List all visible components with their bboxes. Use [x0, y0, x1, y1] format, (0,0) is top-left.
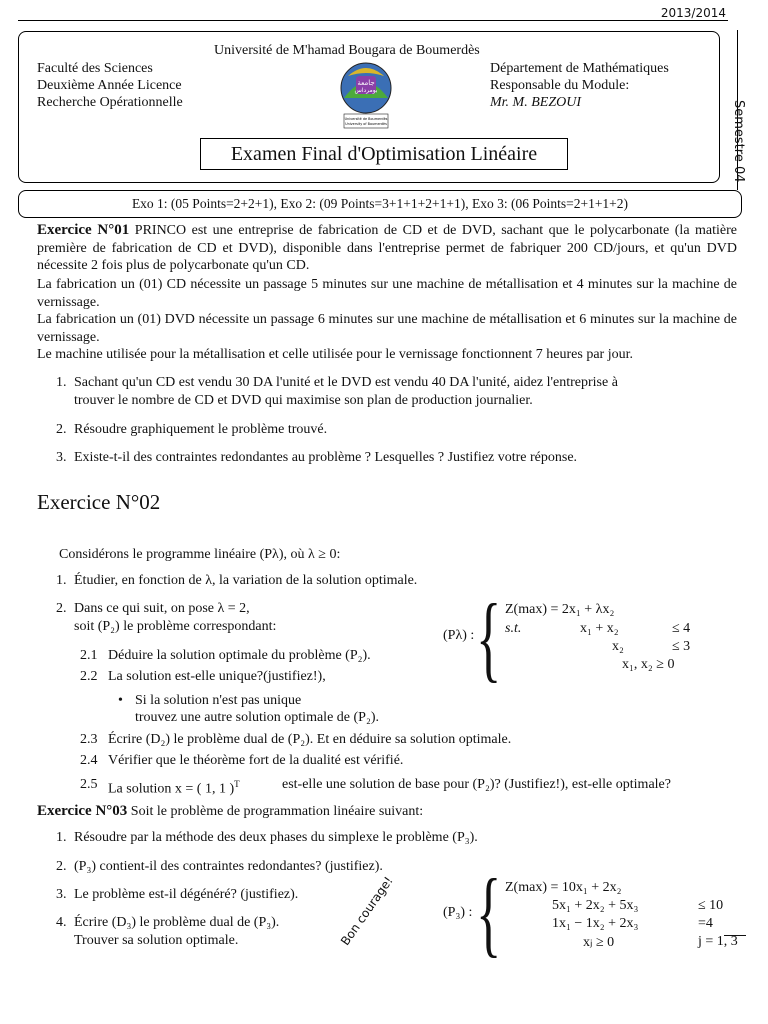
ex3-question-2: (P₃) contient-il des contraintes redondantes? (justifiez).: [74, 859, 383, 874]
ex2-question-1: Étudier, en fonction de λ, la variation de la solution optimale.: [74, 573, 418, 588]
brace-icon: {: [476, 584, 502, 691]
ex1-question-2: Résoudre graphiquement le problème trouvé.: [74, 422, 328, 437]
ex1-heading: Exercice N°01: [37, 222, 130, 238]
ex2-question-2: Dans ce qui suit, on pose λ = 2,: [74, 601, 250, 616]
ex2-num-2-2: 2.2: [80, 669, 98, 684]
university-logo: [334, 58, 398, 130]
ex3-question-3: Le problème est-il dégénéré? (justifiez).: [74, 887, 299, 902]
p3-c2-rhs: =4: [698, 916, 713, 931]
top-rule: [18, 20, 728, 21]
p-lambda-label: (Pλ) :: [443, 628, 475, 643]
p3-c1-rhs: ≤ 10: [698, 898, 724, 913]
ex2-sub-2-1: Déduire la solution optimale du problème (P₂).: [108, 648, 371, 663]
ex1-paragraph-1: Exercice N°01 PRINCO est une entreprise de fabrication de CD et de DVD, sachant que le polycarbonate (la matière première de fabrication de CD et DVD), disponible dans l'entreprise permet de fabriquer 200 CD/jours, et qu'un DVD nécessite 2 fois plus de polycarbonate qu'un CD.: [37, 222, 738, 273]
ex2-sub-2-5-x: La solution x = ( 1, 1 )$^T$: [108, 779, 240, 797]
p3-c1-lhs: 5x₁ + 2x₂ + 5x₃: [552, 898, 639, 913]
p3-c2-lhs: 1x₁ − 1x₂ + 2x₃: [552, 916, 639, 931]
ex1-paragraph-2: La fabrication un (01) CD nécessite un passage 5 minutes sur une machine de métallisation et 4 minutes sur la machine de vernissage.: [37, 277, 737, 310]
ex2-bullet-1: Si la solution n'est pas unique: [135, 693, 302, 708]
ex2-num-2-3: 2.3: [80, 732, 98, 747]
ex2-question-2-cont: soit (P₂) le problème correspondant:: [74, 619, 277, 634]
ex1-num-2: 2.: [56, 422, 67, 437]
logo-text-en: University of Boumerdès: [345, 122, 387, 126]
ex2-num-2-1: 2.1: [80, 648, 98, 663]
p-lambda-c1-rhs: ≤ 4: [672, 621, 691, 636]
ex2-sub-2-4: Vérifier que le théorème fort de la dualité est vérifié.: [108, 753, 404, 768]
ex2-sub-2-2: La solution est-elle unique?(justifiez!),: [108, 669, 326, 684]
p-lambda-objective: Z(max) = 2x₁ + λx₂: [505, 602, 615, 617]
ex2-sub-2-5: est-elle une solution de base pour (P₂)? (Justifiez!), est-elle optimale?: [282, 777, 671, 792]
points-breakdown: Exo 1: (05 Points=2+2+1), Exo 2: (09 Points=3+1+1+2+1+1), Exo 3: (06 Points=2+1+1+2): [18, 190, 742, 218]
ex1-question-1: Sachant qu'un CD est vendu 30 DA l'unité et le DVD est vendu 40 DA l'unité, aidez l'entreprise à: [74, 375, 618, 390]
ex1-question-1-cont: trouver le nombre de CD et DVD qui maximise son plan de production journalier.: [74, 393, 533, 408]
teacher-name: Mr. M. BEZOUI: [490, 95, 581, 110]
p3-label: (P₃) :: [443, 905, 473, 920]
ex3-question-4: Écrire (D₃) le problème dual de (P₃).: [74, 915, 280, 930]
ex1-num-1: 1.: [56, 375, 67, 390]
ex2-num-2: 2.: [56, 601, 67, 616]
p-lambda-c1-lhs: x₁ + x₂: [580, 621, 619, 636]
ex3-question-4-cont: Trouver sa solution optimale.: [74, 933, 239, 948]
bon-courage: Bon courage!: [338, 873, 396, 949]
p3-objective: Z(max) = 10x₁ + 2x₂: [505, 880, 622, 895]
exam-title: Examen Final d'Optimisation Linéaire: [200, 138, 568, 170]
ex3-num-2: 2.: [56, 859, 67, 874]
ex3-num-4: 4.: [56, 915, 67, 930]
logo-text-fr: Université de Boumerdès: [344, 117, 388, 121]
university-name: Université de M'hamad Bougara de Boumerdès: [214, 43, 480, 58]
ex2-num-2-4: 2.4: [80, 753, 98, 768]
p-lambda-st: s.t.: [505, 621, 522, 636]
ex2-num-1: 1.: [56, 573, 67, 588]
module-responsible-label: Responsable du Module:: [490, 78, 630, 93]
ex1-num-3: 3.: [56, 450, 67, 465]
faculty: Faculté des Sciences: [37, 61, 153, 76]
year: 2013/2014: [660, 6, 726, 20]
ex3-question-1: Résoudre par la méthode des deux phases du simplexe le problème (P₃).: [74, 830, 478, 845]
p-lambda-c2-rhs: ≤ 3: [672, 639, 691, 654]
logo-arabic-2: بومرداس: [354, 87, 378, 94]
ex1-paragraph-4: Le machine utilisée pour la métallisation et celle utilisée pour le vernissage fonctionnent 7 heures par jour.: [37, 347, 633, 362]
overline: [724, 935, 746, 936]
ex1-paragraph-3: La fabrication un (01) DVD nécessite un passage 6 minutes sur une machine de métallisation et 6 minutes sur la machine de vernissage.: [37, 312, 737, 345]
ex3-num-1: 1.: [56, 830, 67, 845]
ex3-heading: Exercice N°03: [37, 803, 128, 819]
p3-index: j = 1, 3: [698, 934, 738, 949]
logo-arabic-1: جامعة: [357, 79, 375, 87]
ex1-question-3: Existe-t-il des contraintes redondantes au problème ? Lesquelles ? Justifiez votre réponse.: [74, 450, 578, 465]
ex2-num-2-5: 2.5: [80, 777, 98, 792]
ex3-num-3: 3.: [56, 887, 67, 902]
level: Deuxième Année Licence: [37, 78, 182, 93]
department: Département de Mathématiques: [490, 61, 669, 76]
ex2-intro: Considérons le programme linéaire (Pλ), où λ ≥ 0:: [59, 547, 341, 562]
semester-label: Semestre 04: [731, 100, 746, 183]
ex2-bullet-1-cont: trouvez une autre solution optimale de (P₂).: [135, 710, 379, 725]
ex2-sub-2-3: Écrire (D₂) le problème dual de (P₂). Et en déduire sa solution optimale.: [108, 732, 512, 747]
course: Recherche Opérationnelle: [37, 95, 183, 110]
p-lambda-c2-lhs: x₂: [612, 639, 624, 654]
ex2-heading: Exercice N°02: [37, 490, 161, 514]
brace-icon-2: {: [476, 859, 502, 966]
ex3-heading-line: Exercice N°03 Soit le problème de programmation linéaire suivant:: [37, 803, 424, 819]
bullet-icon: •: [118, 693, 123, 708]
p-lambda-nonneg: x₁, x₂ ≥ 0: [622, 657, 675, 672]
p3-nonneg: xⱼ ≥ 0: [583, 935, 615, 950]
